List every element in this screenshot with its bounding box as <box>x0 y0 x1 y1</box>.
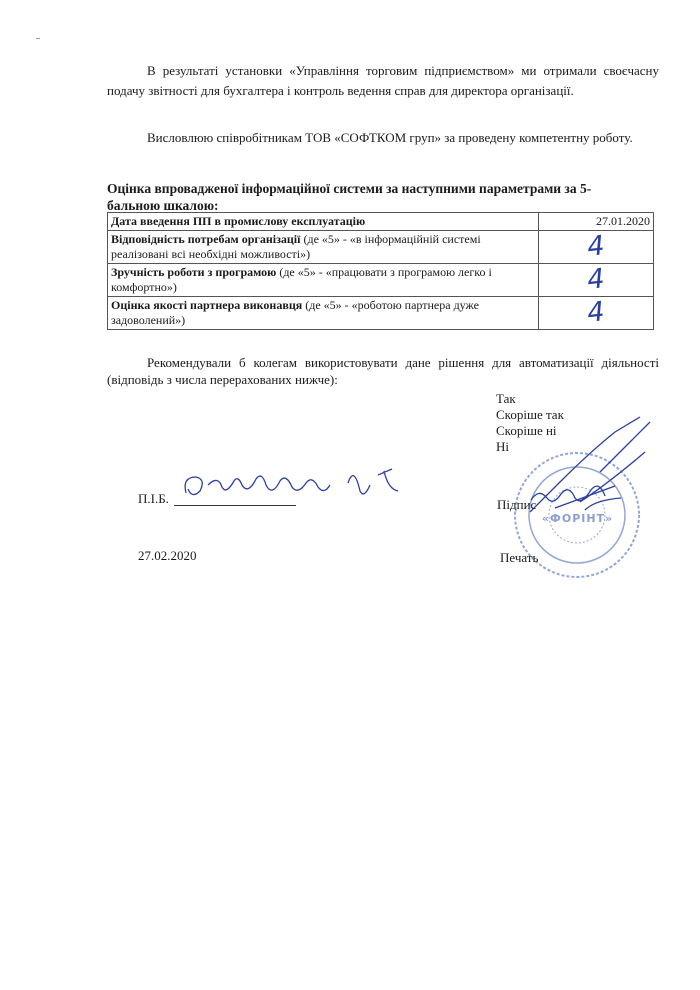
handwritten-name-signature <box>178 455 418 510</box>
criterion-name: Зручність роботи з програмою <box>111 265 277 279</box>
criterion-description: (де «5» - «працювати з програмою легко і комфортно») <box>111 265 492 294</box>
criterion-cell <box>108 297 539 330</box>
criterion-description: (де «5» - «в інформаційній системі реалізовані всі необхідні можливості») <box>111 232 481 261</box>
paragraph-recommend: Рекомендували б колегам використовувати дане рішення для автоматизації діяльності (відповідь з числа перерахованих нижче): <box>107 355 659 387</box>
criterion-cell <box>108 264 539 297</box>
signature-label: Підпис <box>497 497 537 512</box>
handwritten-score: 4 <box>585 263 607 296</box>
score-cell <box>539 231 654 264</box>
criterion-description: (де «5» - «роботою партнера дуже задоволений») <box>111 298 479 327</box>
pib-label: П.І.Б. <box>138 491 169 506</box>
date-value: 27.01.2020 <box>539 213 654 231</box>
paragraph-result: В результаті установки «Управління торговим підприємством» ми отримали своєчасну подачу звітності для бухгалтера і контроль ведення справ для директора організації. <box>107 63 659 98</box>
criterion-name: Відповідність потребам організації <box>111 232 301 246</box>
stamp-name: «ФОРІНТ» <box>541 512 614 525</box>
handwritten-score: 4 <box>585 230 607 263</box>
option-rather-yes: Скоріше так <box>496 407 564 422</box>
score-cell <box>539 264 654 297</box>
handwritten-signature <box>525 470 635 520</box>
stamp-label: Печать <box>500 550 539 565</box>
criterion-name: Оцінка якості партнера виконавця <box>111 298 303 312</box>
table-row <box>108 297 654 330</box>
scan-mark <box>36 38 40 39</box>
option-yes: Так <box>496 391 516 406</box>
option-rather-no: Скоріше ні <box>496 423 557 438</box>
rating-heading: Оцінка впровадженої інформаційної системи за наступними параметрами за 5-бальною шкалою: <box>107 181 592 213</box>
handwritten-score: 4 <box>585 296 607 329</box>
criterion-cell <box>108 213 539 231</box>
table-row <box>108 264 654 297</box>
criterion-cell <box>108 231 539 264</box>
option-no: Ні <box>496 439 509 454</box>
score-cell <box>539 297 654 330</box>
criterion-label: Дата введення ПП в промислову експлуатацію <box>111 214 366 228</box>
document-date: 27.02.2020 <box>138 548 197 563</box>
table-row <box>108 213 654 231</box>
paragraph-thanks: Висловлюю співробітникам ТОВ «СОФТКОМ груп» за проведену компетентну роботу. <box>147 130 633 145</box>
table-row <box>108 231 654 264</box>
rating-table <box>107 212 654 330</box>
